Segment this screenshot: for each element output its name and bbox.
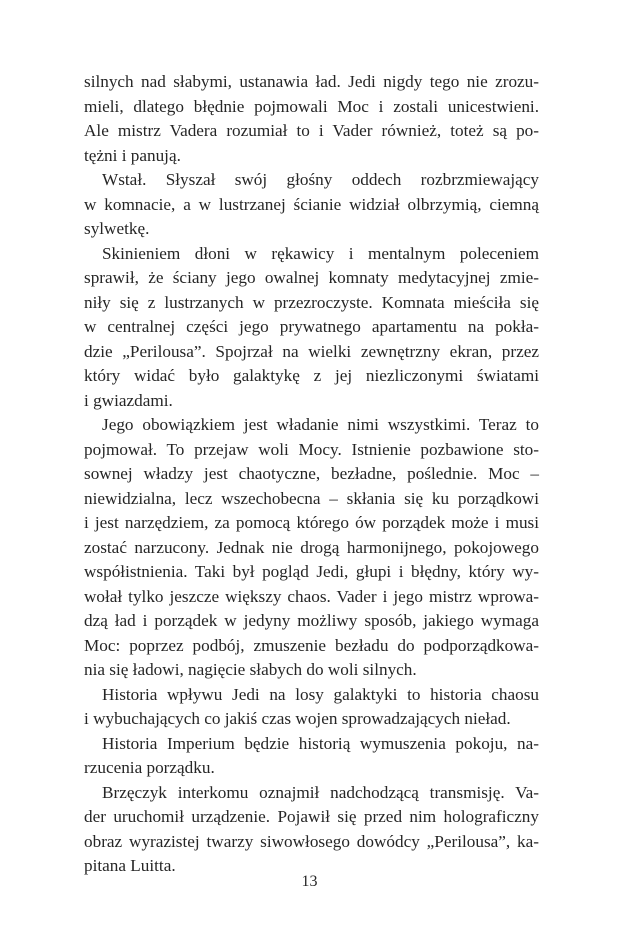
text-line: niewidzialna, lecz wszechobecna – skłania się ku porządkowi <box>84 488 539 508</box>
text-line: i gwiazdami. <box>84 390 173 410</box>
text-line: dzą ład i porządek w jedyny możliwy sposób, jakiego wymaga <box>84 611 539 630</box>
text-line: sownej władzy jest chaotyczne, bezładne, poślednie. Moc – <box>84 464 539 483</box>
paragraph <box>84 781 539 879</box>
text-line: tężni i panują. <box>84 145 181 165</box>
text-line: obraz wyrazistej twarzy siwowłosego dowódcy „Perilousa”, ka- <box>84 831 539 851</box>
text-line: Wstał. Słyszał swój głośny oddech rozbrzmiewający <box>102 170 539 189</box>
text-line: zostać narzucony. Jednak nie drogą harmonijnego, pokojowego <box>84 537 539 557</box>
text-line: Historia Imperium będzie historią wymuszenia pokoju, na- <box>102 733 539 753</box>
page-number: 13 <box>301 873 318 890</box>
paragraph <box>84 413 539 683</box>
text-line: wołał tylko jeszcze większy chaos. Vader i jego mistrz wprowa- <box>84 586 539 606</box>
text-line: niły się z lustrzanych w przezroczyste. Komnata mieściła się <box>84 292 539 312</box>
text-line: Skinieniem dłoni w rękawicy i mentalnym poleceniem <box>102 243 539 263</box>
text-line: w centralnej części jego prywatnego apartamentu na pokła- <box>84 317 539 336</box>
text-line: i wybuchających co jakiś czas wojen sprowadzających nieład. <box>84 709 511 728</box>
text-line: dzie „Perilousa”. Spojrzał na wielki zewnętrzny ekran, przez <box>84 341 539 361</box>
text-line: Moc: poprzez podbój, zmuszenie bezładu do podporządkowa- <box>84 635 539 655</box>
text-line: w komnacie, a w lustrzanej ścianie widział olbrzymią, ciemną <box>84 194 539 214</box>
text-line: der uruchomił urządzenie. Pojawił się przed nim holograficzny <box>84 807 539 826</box>
paragraph <box>84 70 539 168</box>
paragraph <box>84 242 539 414</box>
text-line: pojmował. To przejaw woli Mocy. Istnienie pozbawione sto- <box>84 439 539 459</box>
text-line: pitana Luitta. <box>84 856 176 875</box>
text-line: i jest narzędziem, za pomocą którego ów porządek może i musi <box>84 513 539 532</box>
paragraph <box>84 732 539 781</box>
text-line: Brzęczyk interkomu oznajmił nadchodzącą transmisję. Va- <box>102 782 539 802</box>
text-line: sprawił, że ściany jego owalnej komnaty medytacyjnej zmie- <box>84 268 539 287</box>
text-line: który widać było galaktykę z jej niezliczonymi światami <box>84 366 539 385</box>
body-text <box>84 70 539 879</box>
text-line: Ale mistrz Vadera rozumiał to i Vader również, toteż są po- <box>84 121 539 140</box>
text-line: Jego obowiązkiem jest władanie nimi wszystkimi. Teraz to <box>102 415 539 434</box>
text-line: sylwetkę. <box>84 219 150 238</box>
text-line: rzucenia porządku. <box>84 758 215 777</box>
paragraph <box>84 683 539 732</box>
text-line: Historia wpływu Jedi na losy galaktyki to historia chaosu <box>102 684 539 704</box>
text-line: mieli, dlatego błędnie pojmowali Moc i zostali unicestwieni. <box>84 96 539 116</box>
text-line: silnych nad słabymi, ustanawia ład. Jedi nigdy tego nie zrozu- <box>84 72 539 91</box>
paragraph <box>84 168 539 242</box>
text-line: nia się ładowi, nagięcie słabych do woli silnych. <box>84 660 417 679</box>
text-line: współistnienia. Taki był pogląd Jedi, głupi i błędny, który wy- <box>84 562 539 581</box>
